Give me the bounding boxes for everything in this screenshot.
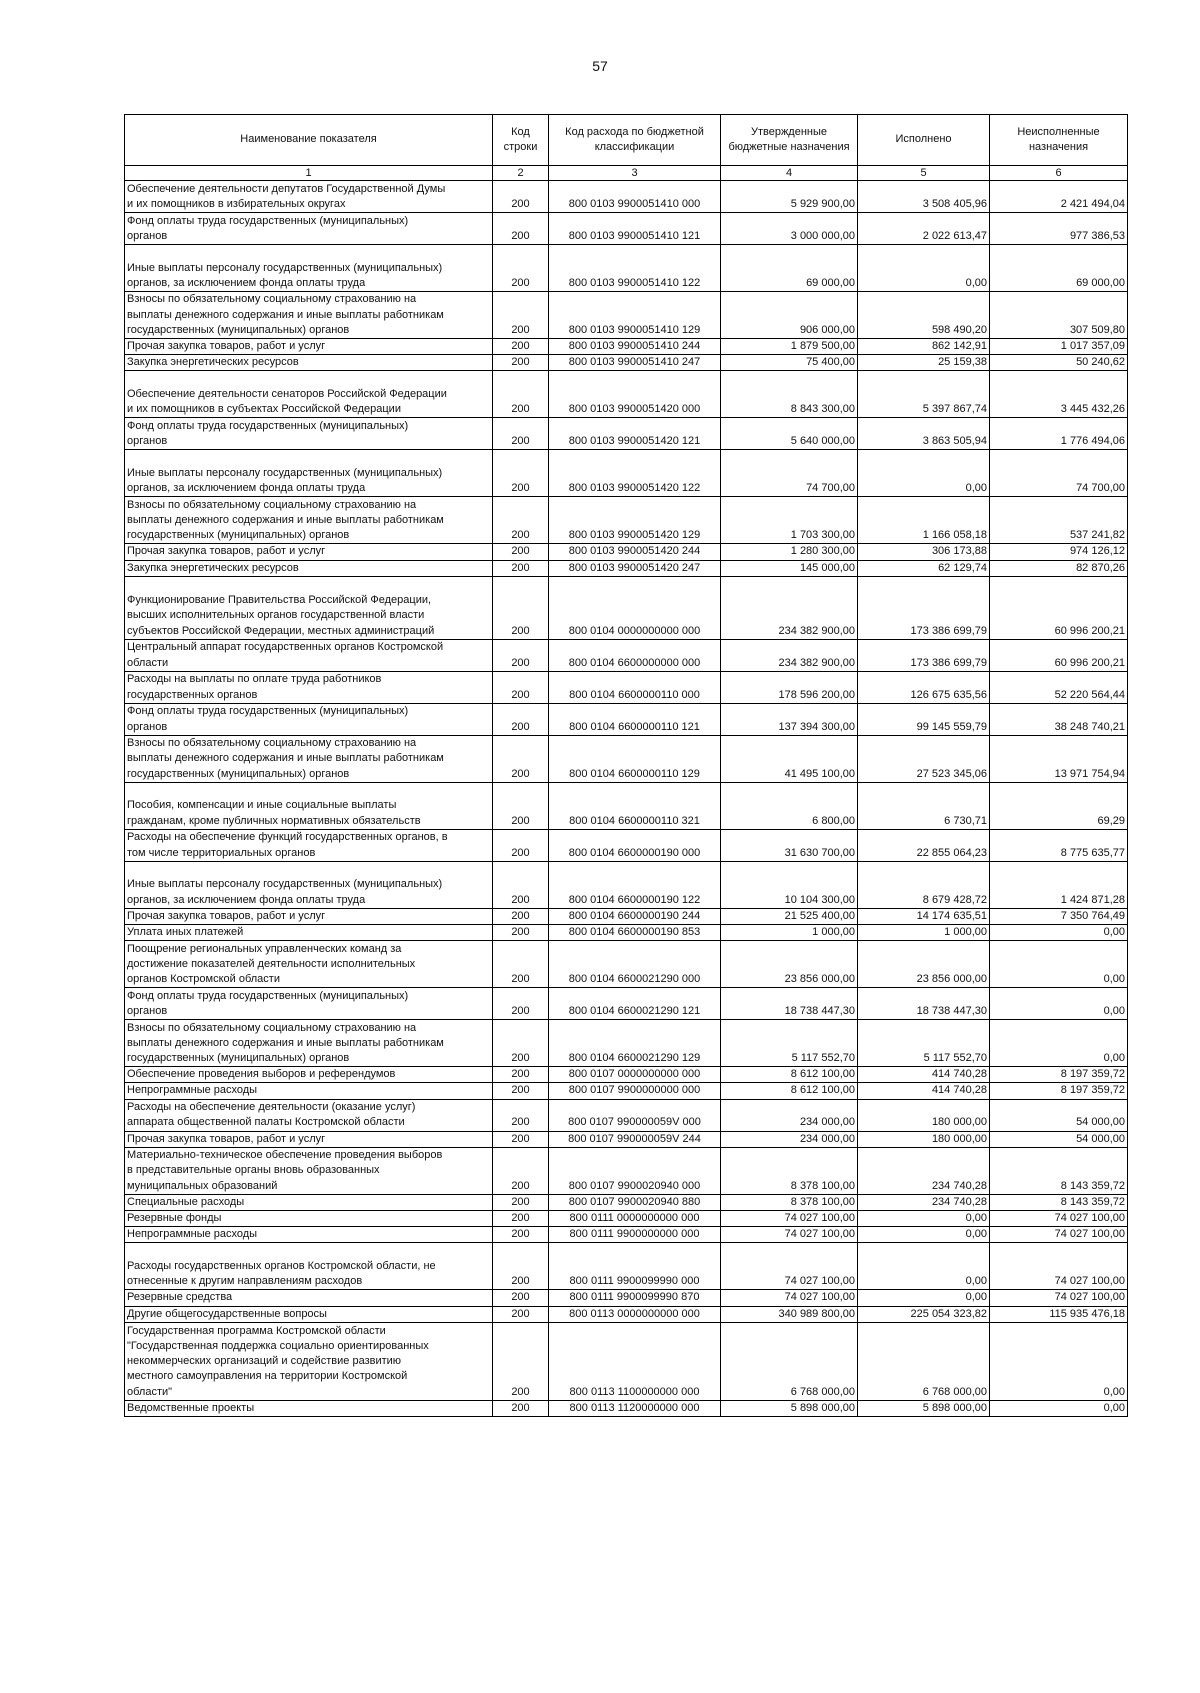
row-unexecuted: 974 126,12 (990, 544, 1128, 560)
row-name: Обеспечение деятельности сенаторов Российской Федерации и их помощников в субъектах Российской Федерации (125, 371, 493, 418)
row-executed: 3 508 405,96 (858, 181, 990, 213)
row-unexecuted: 74 027 100,00 (990, 1211, 1128, 1227)
header-name: Наименование показателя (125, 115, 493, 166)
row-name: Материально-техническое обеспечение проведения выборов в представительные органы вновь образованных муниципальных образований (125, 1147, 493, 1194)
row-unexecuted: 69,29 (990, 782, 1128, 829)
page-number: 57 (592, 58, 608, 74)
row-budget-code: 800 0104 6600021290 000 (549, 941, 721, 988)
row-name: Прочая закупка товаров, работ и услуг (125, 544, 493, 560)
table-row (125, 703, 1128, 735)
row-line-code: 200 (493, 371, 549, 418)
row-unexecuted: 1 424 871,28 (990, 861, 1128, 908)
table-row (125, 782, 1128, 829)
row-name: Поощрение региональных управленческих команд за достижение показателей деятельности исполнительных органов Костромской области (125, 941, 493, 988)
row-name: Иные выплаты персоналу государственных (муниципальных) органов, за исключением фонда оплаты труда (125, 861, 493, 908)
row-budget-code: 800 0104 6600021290 121 (549, 988, 721, 1020)
row-approved: 906 000,00 (721, 292, 858, 339)
row-executed: 225 054 323,82 (858, 1306, 990, 1322)
table-row (125, 1243, 1128, 1290)
row-unexecuted: 115 935 476,18 (990, 1306, 1128, 1322)
column-index: 6 (990, 166, 1128, 181)
row-executed: 862 142,91 (858, 339, 990, 355)
row-line-code: 200 (493, 576, 549, 639)
row-approved: 8 843 300,00 (721, 371, 858, 418)
row-name: Взносы по обязательному социальному страхованию на выплаты денежного содержания и иные выплаты работникам государственных (муниципальных) органов (125, 497, 493, 544)
row-line-code: 200 (493, 671, 549, 703)
row-budget-code: 800 0104 6600000110 129 (549, 735, 721, 782)
row-approved: 340 989 800,00 (721, 1306, 858, 1322)
row-approved: 41 495 100,00 (721, 735, 858, 782)
row-unexecuted: 74 027 100,00 (990, 1243, 1128, 1290)
row-executed: 22 855 064,23 (858, 829, 990, 861)
row-unexecuted: 8 197 359,72 (990, 1083, 1128, 1099)
row-executed: 0,00 (858, 1227, 990, 1243)
row-approved: 234 000,00 (721, 1131, 858, 1147)
row-budget-code: 800 0103 9900051410 121 (549, 213, 721, 245)
row-budget-code: 800 0111 0000000000 000 (549, 1211, 721, 1227)
row-line-code: 200 (493, 339, 549, 355)
row-unexecuted: 50 240,62 (990, 355, 1128, 371)
row-name: Прочая закупка товаров, работ и услуг (125, 339, 493, 355)
row-budget-code: 800 0103 9900051420 244 (549, 544, 721, 560)
row-budget-code: 800 0107 9900020940 000 (549, 1147, 721, 1194)
row-unexecuted: 0,00 (990, 1020, 1128, 1067)
row-budget-code: 800 0103 9900051410 122 (549, 245, 721, 292)
row-budget-code: 800 0113 0000000000 000 (549, 1306, 721, 1322)
row-line-code: 200 (493, 497, 549, 544)
row-line-code: 200 (493, 1290, 549, 1306)
row-unexecuted: 0,00 (990, 1400, 1128, 1416)
row-name: Специальные расходы (125, 1194, 493, 1210)
row-unexecuted: 0,00 (990, 988, 1128, 1020)
row-executed: 0,00 (858, 1243, 990, 1290)
row-budget-code: 800 0103 9900051420 121 (549, 418, 721, 450)
row-executed: 414 740,28 (858, 1067, 990, 1083)
row-line-code: 200 (493, 1099, 549, 1131)
row-unexecuted: 13 971 754,94 (990, 735, 1128, 782)
row-approved: 74 700,00 (721, 450, 858, 497)
table-row (125, 1227, 1128, 1243)
row-executed: 6 768 000,00 (858, 1322, 990, 1400)
row-name: Резервные фонды (125, 1211, 493, 1227)
row-executed: 180 000,00 (858, 1099, 990, 1131)
row-executed: 0,00 (858, 1290, 990, 1306)
row-approved: 18 738 447,30 (721, 988, 858, 1020)
row-name: Фонд оплаты труда государственных (муниципальных) органов (125, 213, 493, 245)
row-approved: 21 525 400,00 (721, 908, 858, 924)
row-approved: 234 382 900,00 (721, 576, 858, 639)
row-budget-code: 800 0104 6600000000 000 (549, 639, 721, 671)
row-line-code: 200 (493, 1227, 549, 1243)
row-line-code: 200 (493, 544, 549, 560)
row-approved: 8 612 100,00 (721, 1083, 858, 1099)
table-row (125, 544, 1128, 560)
table-row (125, 450, 1128, 497)
row-budget-code: 800 0103 9900051420 000 (549, 371, 721, 418)
row-unexecuted: 60 996 200,21 (990, 576, 1128, 639)
row-unexecuted: 0,00 (990, 1322, 1128, 1400)
row-approved: 74 027 100,00 (721, 1227, 858, 1243)
row-executed: 598 490,20 (858, 292, 990, 339)
row-executed: 0,00 (858, 450, 990, 497)
row-line-code: 200 (493, 1194, 549, 1210)
row-budget-code: 800 0103 9900051410 000 (549, 181, 721, 213)
row-line-code: 200 (493, 1083, 549, 1099)
table-row (125, 1322, 1128, 1400)
row-unexecuted: 0,00 (990, 941, 1128, 988)
row-executed: 5 117 552,70 (858, 1020, 990, 1067)
table-row (125, 418, 1128, 450)
row-approved: 234 000,00 (721, 1099, 858, 1131)
table-row (125, 292, 1128, 339)
column-index: 3 (549, 166, 721, 181)
row-name: Фонд оплаты труда государственных (муниципальных) органов (125, 418, 493, 450)
row-executed: 5 397 867,74 (858, 371, 990, 418)
header-unexecuted: Неисполненные назначения (990, 115, 1128, 166)
row-executed: 8 679 428,72 (858, 861, 990, 908)
row-line-code: 200 (493, 941, 549, 988)
row-approved: 31 630 700,00 (721, 829, 858, 861)
row-unexecuted: 307 509,80 (990, 292, 1128, 339)
table-row (125, 339, 1128, 355)
row-name: Прочая закупка товаров, работ и услуг (125, 1131, 493, 1147)
row-line-code: 200 (493, 1020, 549, 1067)
row-name: Непрограммные расходы (125, 1083, 493, 1099)
row-approved: 74 027 100,00 (721, 1290, 858, 1306)
row-approved: 23 856 000,00 (721, 941, 858, 988)
table-row (125, 1290, 1128, 1306)
row-unexecuted: 52 220 564,44 (990, 671, 1128, 703)
row-budget-code: 800 0111 9900099990 000 (549, 1243, 721, 1290)
row-approved: 1 703 300,00 (721, 497, 858, 544)
table-row (125, 371, 1128, 418)
row-budget-code: 800 0104 6600000190 000 (549, 829, 721, 861)
row-unexecuted: 8 143 359,72 (990, 1194, 1128, 1210)
row-budget-code: 800 0107 990000059V 000 (549, 1099, 721, 1131)
row-approved: 6 800,00 (721, 782, 858, 829)
row-line-code: 200 (493, 560, 549, 576)
table-row (125, 1400, 1128, 1416)
row-approved: 5 640 000,00 (721, 418, 858, 450)
row-approved: 3 000 000,00 (721, 213, 858, 245)
row-line-code: 200 (493, 1211, 549, 1227)
row-budget-code: 800 0104 6600000110 000 (549, 671, 721, 703)
row-executed: 99 145 559,79 (858, 703, 990, 735)
row-approved: 1 000,00 (721, 925, 858, 941)
row-unexecuted: 74 027 100,00 (990, 1227, 1128, 1243)
row-line-code: 200 (493, 925, 549, 941)
table-row (125, 988, 1128, 1020)
row-budget-code: 800 0104 6600000190 244 (549, 908, 721, 924)
table-row (125, 671, 1128, 703)
table-row (125, 1099, 1128, 1131)
row-approved: 5 117 552,70 (721, 1020, 858, 1067)
row-budget-code: 800 0103 9900051410 247 (549, 355, 721, 371)
row-name: Государственная программа Костромской области "Государственная поддержка социально ориентированных некоммерческих организаций и содействие развитию местного самоуправления на территории Костромской области" (125, 1322, 493, 1400)
row-name: Центральный аппарат государственных органов Костромской области (125, 639, 493, 671)
row-executed: 126 675 635,56 (858, 671, 990, 703)
row-executed: 1 000,00 (858, 925, 990, 941)
table-row (125, 213, 1128, 245)
row-line-code: 200 (493, 703, 549, 735)
row-unexecuted: 0,00 (990, 925, 1128, 941)
row-unexecuted: 1 776 494,06 (990, 418, 1128, 450)
table-row (125, 497, 1128, 544)
row-name: Расходы государственных органов Костромской области, не отнесенные к другим направлениям расходов (125, 1243, 493, 1290)
row-approved: 1 280 300,00 (721, 544, 858, 560)
row-line-code: 200 (493, 988, 549, 1020)
row-line-code: 200 (493, 639, 549, 671)
row-name: Закупка энергетических ресурсов (125, 355, 493, 371)
table-row (125, 925, 1128, 941)
row-approved: 75 400,00 (721, 355, 858, 371)
table-row (125, 181, 1128, 213)
table-row (125, 560, 1128, 576)
row-budget-code: 800 0104 6600000190 122 (549, 861, 721, 908)
row-name: Пособия, компенсации и иные социальные выплаты гражданам, кроме публичных нормативных обязательств (125, 782, 493, 829)
row-executed: 306 173,88 (858, 544, 990, 560)
table-row (125, 1020, 1128, 1067)
row-name: Фонд оплаты труда государственных (муниципальных) органов (125, 703, 493, 735)
row-line-code: 200 (493, 292, 549, 339)
row-unexecuted: 8 775 635,77 (990, 829, 1128, 861)
row-approved: 178 596 200,00 (721, 671, 858, 703)
table-row (125, 941, 1128, 988)
row-name: Прочая закупка товаров, работ и услуг (125, 908, 493, 924)
table-header-row (125, 115, 1128, 166)
table-row (125, 1131, 1128, 1147)
row-approved: 8 612 100,00 (721, 1067, 858, 1083)
row-line-code: 200 (493, 418, 549, 450)
row-approved: 145 000,00 (721, 560, 858, 576)
row-name: Взносы по обязательному социальному страхованию на выплаты денежного содержания и иные выплаты работникам государственных (муниципальных) органов (125, 292, 493, 339)
row-unexecuted: 69 000,00 (990, 245, 1128, 292)
header-budget-code: Код расхода по бюджетной классификации (549, 115, 721, 166)
row-name: Ведомственные проекты (125, 1400, 493, 1416)
row-line-code: 200 (493, 908, 549, 924)
row-line-code: 200 (493, 1067, 549, 1083)
row-approved: 137 394 300,00 (721, 703, 858, 735)
row-executed: 18 738 447,30 (858, 988, 990, 1020)
row-unexecuted: 537 241,82 (990, 497, 1128, 544)
row-approved: 5 929 900,00 (721, 181, 858, 213)
row-approved: 234 382 900,00 (721, 639, 858, 671)
row-executed: 0,00 (858, 245, 990, 292)
row-executed: 3 863 505,94 (858, 418, 990, 450)
row-executed: 2 022 613,47 (858, 213, 990, 245)
row-approved: 8 378 100,00 (721, 1147, 858, 1194)
column-index: 2 (493, 166, 549, 181)
column-index: 1 (125, 166, 493, 181)
row-unexecuted: 8 197 359,72 (990, 1067, 1128, 1083)
row-name: Резервные средства (125, 1290, 493, 1306)
row-executed: 173 386 699,79 (858, 576, 990, 639)
row-unexecuted: 8 143 359,72 (990, 1147, 1128, 1194)
header-executed: Исполнено (858, 115, 990, 166)
row-executed: 173 386 699,79 (858, 639, 990, 671)
row-name: Иные выплаты персоналу государственных (муниципальных) органов, за исключением фонда оплаты труда (125, 245, 493, 292)
row-name: Расходы на обеспечение деятельности (оказание услуг) аппарата общественной палаты Костромской области (125, 1099, 493, 1131)
row-executed: 5 898 000,00 (858, 1400, 990, 1416)
row-line-code: 200 (493, 782, 549, 829)
row-name: Расходы на обеспечение функций государственных органов, в том числе территориальных органов (125, 829, 493, 861)
row-budget-code: 800 0113 1120000000 000 (549, 1400, 721, 1416)
row-executed: 6 730,71 (858, 782, 990, 829)
table-row (125, 908, 1128, 924)
row-budget-code: 800 0113 1100000000 000 (549, 1322, 721, 1400)
row-name: Взносы по обязательному социальному страхованию на выплаты денежного содержания и иные выплаты работникам государственных (муниципальных) органов (125, 1020, 493, 1067)
row-executed: 1 166 058,18 (858, 497, 990, 544)
row-name: Уплата иных платежей (125, 925, 493, 941)
header-approved: Утвержденные бюджетные назначения (721, 115, 858, 166)
row-budget-code: 800 0104 6600000190 853 (549, 925, 721, 941)
column-index: 4 (721, 166, 858, 181)
row-unexecuted: 38 248 740,21 (990, 703, 1128, 735)
row-executed: 234 740,28 (858, 1147, 990, 1194)
row-approved: 1 879 500,00 (721, 339, 858, 355)
row-unexecuted: 54 000,00 (990, 1099, 1128, 1131)
row-line-code: 200 (493, 735, 549, 782)
row-line-code: 200 (493, 1322, 549, 1400)
row-unexecuted: 7 350 764,49 (990, 908, 1128, 924)
row-budget-code: 800 0104 6600000110 121 (549, 703, 721, 735)
row-unexecuted: 82 870,26 (990, 560, 1128, 576)
header-line-code: Код строки (493, 115, 549, 166)
row-unexecuted: 3 445 432,26 (990, 371, 1128, 418)
table-row (125, 639, 1128, 671)
row-line-code: 200 (493, 1243, 549, 1290)
row-name: Функционирование Правительства Российской Федерации, высших исполнительных органов государственной власти субъектов Российской Федерации, местных администраций (125, 576, 493, 639)
row-approved: 69 000,00 (721, 245, 858, 292)
row-line-code: 200 (493, 1306, 549, 1322)
row-executed: 25 159,38 (858, 355, 990, 371)
row-approved: 8 378 100,00 (721, 1194, 858, 1210)
row-line-code: 200 (493, 213, 549, 245)
table-row (125, 1083, 1128, 1099)
table-row (125, 1211, 1128, 1227)
row-executed: 14 174 635,51 (858, 908, 990, 924)
row-name: Обеспечение деятельности депутатов Государственной Думы и их помощников в избирательных округах (125, 181, 493, 213)
row-budget-code: 800 0104 0000000000 000 (549, 576, 721, 639)
row-unexecuted: 60 996 200,21 (990, 639, 1128, 671)
row-name: Взносы по обязательному социальному страхованию на выплаты денежного содержания и иные выплаты работникам государственных (муниципальных) органов (125, 735, 493, 782)
table-row (125, 1147, 1128, 1194)
row-budget-code: 800 0103 9900051420 129 (549, 497, 721, 544)
row-unexecuted: 977 386,53 (990, 213, 1128, 245)
row-name: Закупка энергетических ресурсов (125, 560, 493, 576)
row-budget-code: 800 0107 9900020940 880 (549, 1194, 721, 1210)
row-approved: 5 898 000,00 (721, 1400, 858, 1416)
table-row (125, 1067, 1128, 1083)
row-budget-code: 800 0107 0000000000 000 (549, 1067, 721, 1083)
row-executed: 0,00 (858, 1211, 990, 1227)
table-row (125, 1306, 1128, 1322)
row-budget-code: 800 0111 9900099990 870 (549, 1290, 721, 1306)
row-name: Фонд оплаты труда государственных (муниципальных) органов (125, 988, 493, 1020)
row-approved: 74 027 100,00 (721, 1243, 858, 1290)
row-budget-code: 800 0104 6600021290 129 (549, 1020, 721, 1067)
table-body (125, 181, 1128, 1417)
row-executed: 180 000,00 (858, 1131, 990, 1147)
budget-execution-table (124, 114, 1128, 1417)
row-budget-code: 800 0104 6600000110 321 (549, 782, 721, 829)
row-unexecuted: 74 027 100,00 (990, 1290, 1128, 1306)
table-row (125, 1194, 1128, 1210)
row-budget-code: 800 0103 9900051410 129 (549, 292, 721, 339)
table-row (125, 576, 1128, 639)
column-index: 5 (858, 166, 990, 181)
table-row (125, 829, 1128, 861)
row-line-code: 200 (493, 829, 549, 861)
row-line-code: 200 (493, 450, 549, 497)
row-executed: 27 523 345,06 (858, 735, 990, 782)
row-executed: 414 740,28 (858, 1083, 990, 1099)
row-approved: 6 768 000,00 (721, 1322, 858, 1400)
table-row (125, 735, 1128, 782)
row-approved: 10 104 300,00 (721, 861, 858, 908)
row-line-code: 200 (493, 245, 549, 292)
row-unexecuted: 2 421 494,04 (990, 181, 1128, 213)
row-name: Непрограммные расходы (125, 1227, 493, 1243)
column-index-row (125, 166, 1128, 181)
row-budget-code: 800 0103 9900051420 247 (549, 560, 721, 576)
row-line-code: 200 (493, 861, 549, 908)
row-line-code: 200 (493, 355, 549, 371)
table-row (125, 355, 1128, 371)
row-line-code: 200 (493, 1131, 549, 1147)
row-name: Другие общегосударственные вопросы (125, 1306, 493, 1322)
table-row (125, 861, 1128, 908)
row-line-code: 200 (493, 181, 549, 213)
row-name: Расходы на выплаты по оплате труда работников государственных органов (125, 671, 493, 703)
row-name: Обеспечение проведения выборов и референдумов (125, 1067, 493, 1083)
row-unexecuted: 1 017 357,09 (990, 339, 1128, 355)
row-executed: 62 129,74 (858, 560, 990, 576)
row-line-code: 200 (493, 1147, 549, 1194)
row-unexecuted: 54 000,00 (990, 1131, 1128, 1147)
row-name: Иные выплаты персоналу государственных (муниципальных) органов, за исключением фонда оплаты труда (125, 450, 493, 497)
row-budget-code: 800 0111 9900000000 000 (549, 1227, 721, 1243)
row-budget-code: 800 0107 9900000000 000 (549, 1083, 721, 1099)
row-executed: 23 856 000,00 (858, 941, 990, 988)
row-budget-code: 800 0103 9900051420 122 (549, 450, 721, 497)
row-line-code: 200 (493, 1400, 549, 1416)
table-row (125, 245, 1128, 292)
row-executed: 234 740,28 (858, 1194, 990, 1210)
row-approved: 74 027 100,00 (721, 1211, 858, 1227)
row-budget-code: 800 0107 990000059V 244 (549, 1131, 721, 1147)
row-unexecuted: 74 700,00 (990, 450, 1128, 497)
row-budget-code: 800 0103 9900051410 244 (549, 339, 721, 355)
